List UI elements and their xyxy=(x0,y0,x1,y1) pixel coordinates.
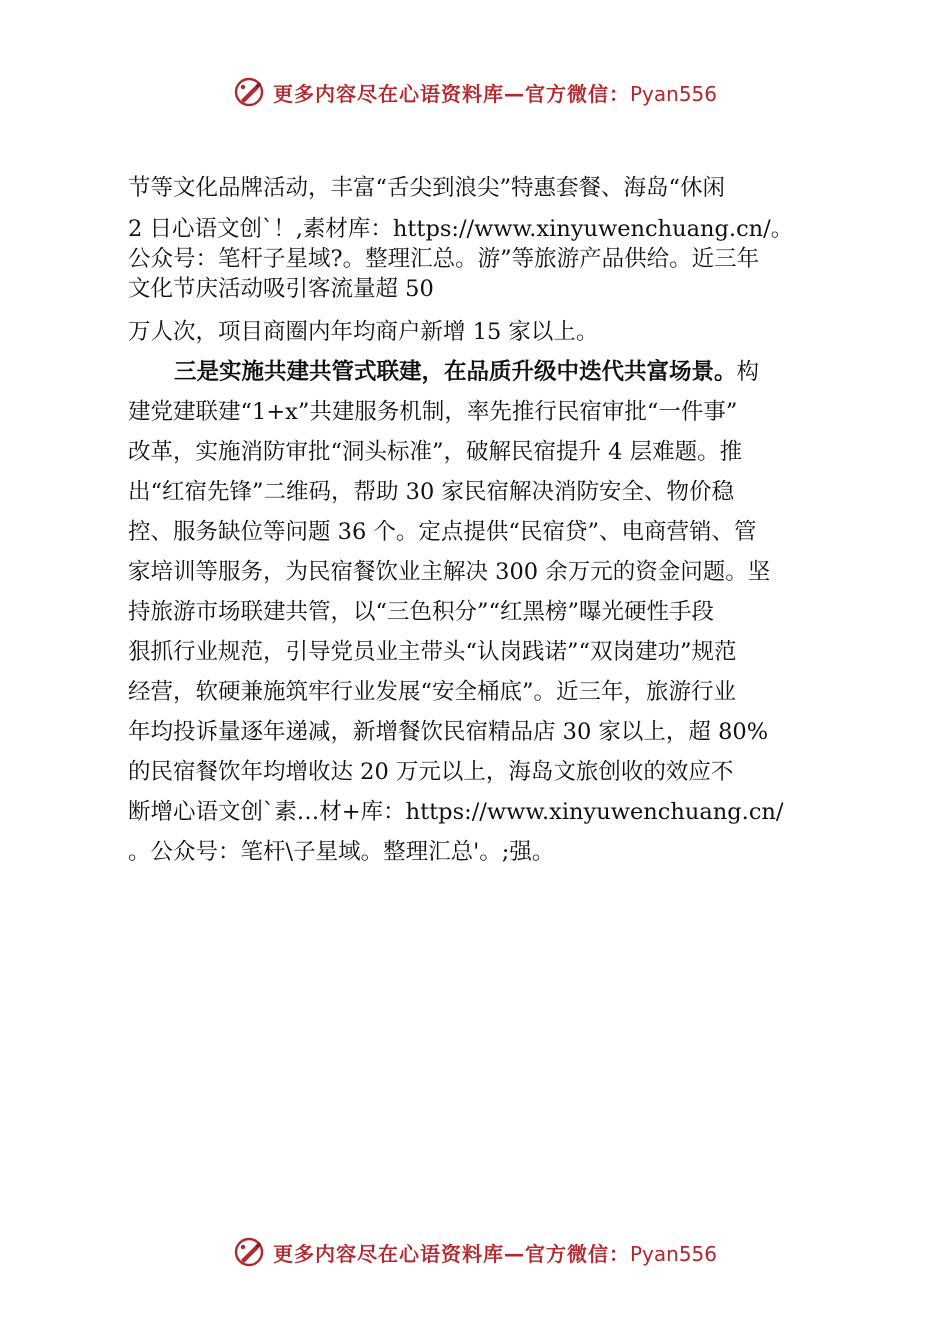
watermark-text xyxy=(273,1238,717,1267)
paragraph-lead-tail: 构 xyxy=(736,359,760,385)
watermark-wechat-id: Pyan556 xyxy=(629,1241,717,1266)
text-line: 持旅游市场联建共管，以“三色积分”“红黑榜”曝光硬性手段 xyxy=(128,599,715,625)
pen-seal-icon xyxy=(233,76,265,108)
watermark-main-text: 更多内容尽在心语资料库—官方微信： xyxy=(272,1241,630,1266)
text-line: 文化节庆活动吸引客流量超 50 xyxy=(128,276,434,302)
header-watermark xyxy=(0,70,950,114)
paragraph-lead-heading: 三是实施共建共管式联建，在品质升级中迭代共富场景。 xyxy=(174,359,737,385)
text-line: 家培训等服务，为民宿餐饮业主解决 300 余万元的资金问题。坚 xyxy=(128,559,771,585)
text-line: 改革，实施消防审批“洞头标准”，破解民宿提升 4 层难题。推 xyxy=(128,439,743,465)
text-line: 断增心语文创`素…材+库：https://www.xinyuwenchuang.cn/ xyxy=(128,799,784,825)
text-line: 建党建联建“1+x”共建服务机制，率先推行民宿审批“一件事” xyxy=(128,399,738,425)
text-line: 节等文化品牌活动，丰富“舌尖到浪尖”特惠套餐、海岛“休闲 xyxy=(128,175,726,201)
footer-watermark xyxy=(0,1230,950,1274)
text-line: 年均投诉量逐年递减，新增餐饮民宿精品店 30 家以上，超 80% xyxy=(128,719,769,745)
watermark-main-text: 更多内容尽在心语资料库—官方微信： xyxy=(272,81,630,106)
text-line: 控、服务缺位等问题 36 个。定点提供“民宿贷”、电商营销、管 xyxy=(128,519,757,545)
text-line: 万人次，项目商圈内年均商户新增 15 家以上。 xyxy=(128,319,599,345)
text-line: 出“红宿先锋”二维码，帮助 30 家民宿解决消防安全、物价稳 xyxy=(128,479,734,505)
text-line: 的民宿餐饮年均增收达 20 万元以上，海岛文旅创收的效应不 xyxy=(128,759,734,785)
text-line: 经营，软硬兼施筑牢行业发展“安全桶底”。近三年，旅游行业 xyxy=(128,679,737,705)
text-line: 2 日心语文创`！,素材库：https://www.xinyuwenchuang.cn/。 xyxy=(128,216,794,242)
watermark-wechat-id: Pyan556 xyxy=(629,81,717,106)
document-body xyxy=(128,168,868,872)
text-line: 公众号：笔杆子星域?。整理汇总。游”等旅游产品供给。近三年 xyxy=(128,246,760,272)
text-line: 狠抓行业规范，引导党员业主带头“认岗践诺”“双岗建功”规范 xyxy=(128,639,737,665)
watermark-text xyxy=(273,78,717,107)
paragraph-lead-line xyxy=(128,352,868,392)
text-line: 。公众号：笔杆\子星域。整理汇总'。;强。 xyxy=(128,839,555,865)
pen-seal-icon xyxy=(233,1236,265,1268)
